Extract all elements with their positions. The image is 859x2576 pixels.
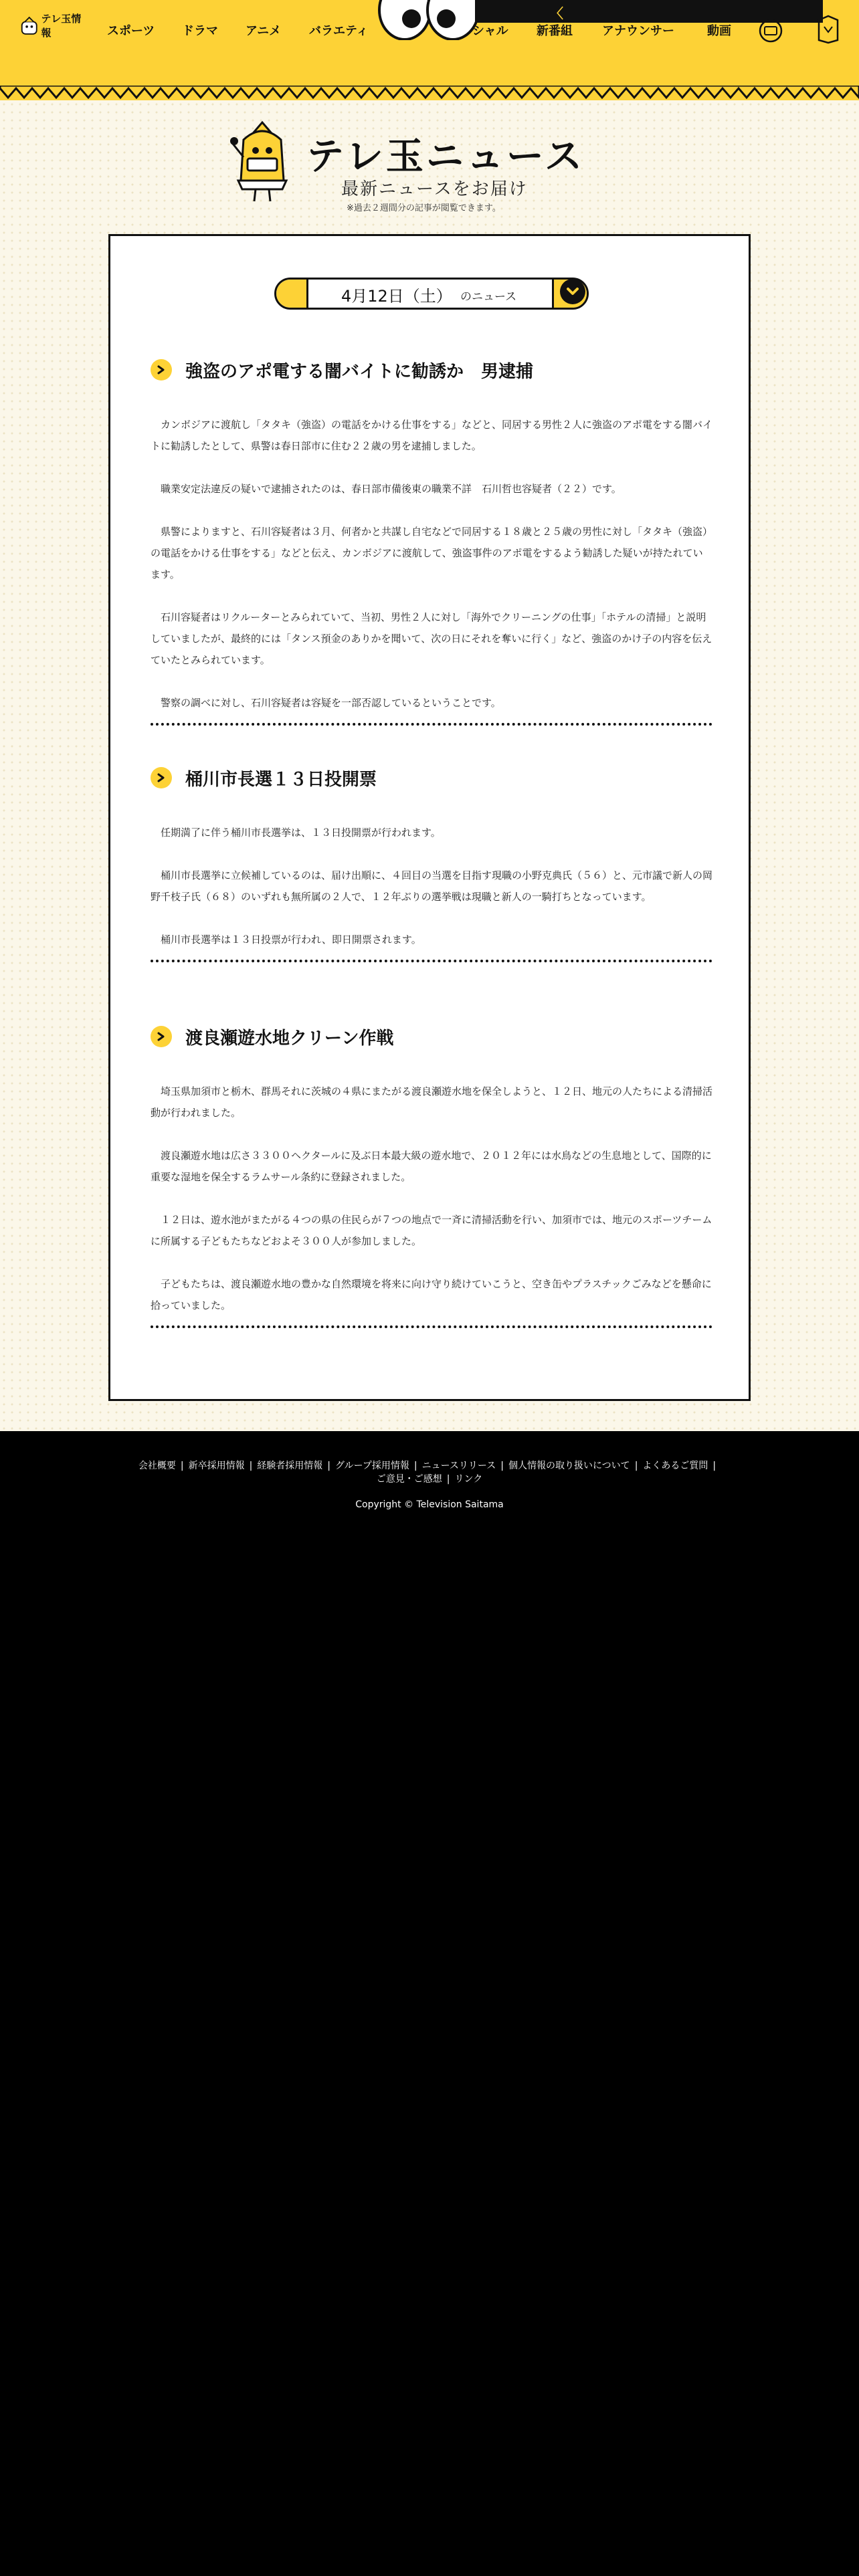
footer-link-group[interactable]: グループ採用情報 bbox=[335, 1461, 409, 1471]
footer-link-company[interactable]: 会社概要 bbox=[138, 1461, 176, 1471]
date-selector[interactable] bbox=[274, 278, 589, 310]
article-paragraph: 職業安定法違反の疑いで逮捕されたのは、春日部市備後東の職業不詳 石川哲也容疑者（２２）です。 bbox=[161, 483, 622, 495]
footer-link-links[interactable]: リンク bbox=[454, 1474, 483, 1485]
dotted-divider bbox=[151, 723, 712, 726]
news-panel bbox=[108, 234, 751, 1401]
copyright: Copyright © Television Saitama bbox=[355, 1499, 504, 1510]
site-logo[interactable] bbox=[20, 9, 87, 41]
footer-separator: | bbox=[712, 1461, 717, 1471]
nav-videos[interactable]: 動画 bbox=[707, 24, 731, 38]
nav-sports[interactable]: スポーツ bbox=[107, 24, 155, 38]
selected-date: 4月12日（土） bbox=[341, 287, 452, 306]
article-body bbox=[151, 822, 712, 950]
article-title: 強盗のアポ電する闇バイトに勧誘か 男逮捕 bbox=[185, 362, 534, 382]
site-header bbox=[0, 0, 859, 100]
footer-separator: | bbox=[249, 1461, 253, 1471]
logo-text: テレ玉情報 bbox=[41, 13, 82, 39]
mascot-logo-icon bbox=[20, 15, 39, 36]
nav-special[interactable]: シャル bbox=[472, 24, 508, 38]
article-chevron-icon bbox=[151, 1026, 172, 1047]
guide-book-icon[interactable] bbox=[815, 15, 842, 44]
article-paragraph: 埼玉県加須市と栃木、群馬それに茨城の４県にまたがる渡良瀬遊水地を保全しようと、１２日、地元の人たちによる清掃活動が行われました。 bbox=[151, 1085, 713, 1119]
footer-link-news-release[interactable]: ニュースリリース bbox=[421, 1461, 496, 1471]
footer-separator: | bbox=[446, 1474, 450, 1485]
article-title: 渡良瀬遊水地クリーン作戦 bbox=[185, 1029, 394, 1049]
date-bar-left-cap bbox=[276, 280, 308, 308]
article-chevron-icon bbox=[151, 359, 172, 381]
dotted-divider bbox=[151, 1325, 712, 1328]
dotted-divider bbox=[151, 960, 712, 962]
nav-drama[interactable]: ドラマ bbox=[182, 24, 218, 38]
article-header bbox=[151, 1023, 712, 1050]
mascot-icon bbox=[229, 117, 296, 204]
nav-announcers[interactable]: アナウンサー bbox=[602, 24, 674, 38]
footer-link-privacy[interactable]: 個人情報の取り扱いについて bbox=[508, 1461, 630, 1471]
site-footer bbox=[0, 1432, 859, 2576]
article-paragraph: 石川容疑者はリクルーターとみられていて、当初、男性２人に対し「海外でクリーニングの仕事」「ホテルの清掃」と説明していましたが、最終的には「タンス預金のありかを聞いて、次の日にそれを奪いに行く」など、強盗のかけ子の内容を伝えていたとみられています。 bbox=[151, 611, 712, 666]
nav-variety[interactable]: バラエティ bbox=[309, 24, 369, 38]
article-chevron-icon bbox=[151, 767, 172, 788]
footer-links-row-2 bbox=[0, 1473, 859, 1486]
footer-link-feedback[interactable]: ご意見・ご感想 bbox=[376, 1474, 442, 1485]
footer-separator: | bbox=[634, 1461, 638, 1471]
footer-separator: | bbox=[413, 1461, 417, 1471]
footer-separator: | bbox=[180, 1461, 184, 1471]
news-article bbox=[151, 356, 712, 726]
nav-new-programs[interactable]: 新番組 bbox=[537, 24, 573, 38]
footer-separator: | bbox=[500, 1461, 504, 1471]
article-paragraph: 渡良瀬遊水地は広さ３３００ヘクタールに及ぶ日本最大級の遊水地で、２０１２年には水鳥などの生息地として、国際的に重要な湿地を保全するラムサール条約に登録されました。 bbox=[151, 1150, 712, 1183]
date-suffix: のニュース bbox=[460, 290, 517, 304]
page-subtitle: 最新ニュースをお届け bbox=[341, 179, 528, 199]
footer-link-faq[interactable]: よくあるご質問 bbox=[642, 1461, 708, 1471]
footer-separator: | bbox=[327, 1461, 331, 1471]
article-paragraph: １２日は、遊水池がまたがる４つの県の住民らが７つの地点で一斉に清掃活動を行い、加須市では、地元のスポーツチームに所属する子どもたちなどおよそ３００人が参加しました。 bbox=[151, 1214, 712, 1247]
article-body bbox=[151, 1081, 712, 1316]
footer-links-row-1 bbox=[0, 1459, 859, 1473]
article-paragraph: カンボジアに渡航し「タタキ（強盗）の電話をかける仕事をする」などと、同居する男性２人に強盗のアポ電をする闇バイトに勧誘したとして、県警は春日部市に住む２２歳の男を逮捕しました。 bbox=[151, 419, 713, 452]
page-note: ※過去２週間分の記事が閲覧できます。 bbox=[347, 203, 501, 213]
footer-link-new-grad[interactable]: 新卒採用情報 bbox=[188, 1461, 245, 1471]
article-body bbox=[151, 414, 712, 714]
tv-icon[interactable] bbox=[759, 19, 783, 43]
top-bar-chevron[interactable]: 〈 bbox=[550, 5, 563, 21]
article-header bbox=[151, 356, 712, 383]
article-header bbox=[151, 764, 712, 791]
date-dropdown-button[interactable] bbox=[560, 279, 585, 304]
article-paragraph: 桶川市長選挙は１３日投票が行われ、即日開票されます。 bbox=[161, 934, 421, 946]
article-title: 桶川市長選１３日投開票 bbox=[185, 770, 377, 790]
chevron-down-icon bbox=[566, 286, 579, 298]
news-article bbox=[151, 764, 712, 962]
article-paragraph: 警察の調べに対し、石川容疑者は容疑を一部否認しているということです。 bbox=[161, 697, 501, 709]
mascot-eyes-icon bbox=[378, 0, 478, 40]
page-title: テレ玉ニュース bbox=[306, 135, 585, 179]
footer-link-experienced[interactable]: 経験者採用情報 bbox=[257, 1461, 323, 1471]
article-paragraph: 任期満了に伴う桶川市長選挙は、１３日投開票が行われます。 bbox=[161, 827, 441, 839]
article-paragraph: 県警によりますと、石川容疑者は３月、何者かと共謀し自宅などで同居する１８歳と２５歳の男性に対し「タタキ（強盗）の電話をかける仕事をする」などと伝え、カンボジアに渡航して、強盗事件のアポ電をするよう勧誘した疑いが持たれています。 bbox=[151, 526, 713, 580]
nav-anime[interactable]: アニメ bbox=[246, 24, 282, 38]
footer-links bbox=[0, 1459, 859, 1486]
header-zigzag-edge bbox=[0, 86, 859, 100]
article-paragraph: 子どもたちは、渡良瀬遊水地の豊かな自然環境を将来に向け守り続けていこうと、空き缶やプラスチックごみなどを懸命に拾っていました。 bbox=[151, 1278, 712, 1311]
news-article bbox=[151, 1023, 712, 1328]
article-paragraph: 桶川市長選挙に立候補しているのは、届け出順に、４回目の当選を目指す現職の小野克典氏（５６）と、元市議で新人の岡野千枝子氏（６８）のいずれも無所属の２人で、１２年ぶりの選挙戦は現職と新人の一騎打ちとなっています。 bbox=[151, 869, 713, 903]
